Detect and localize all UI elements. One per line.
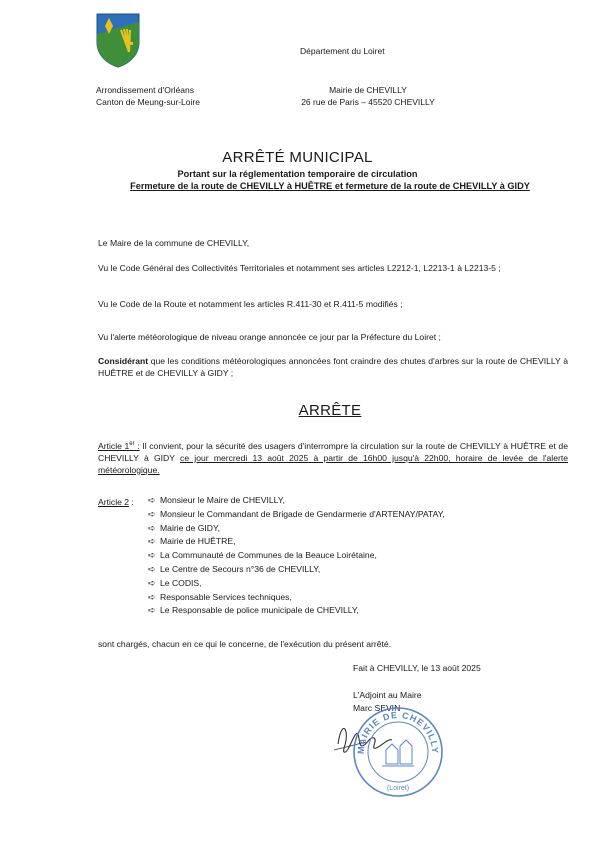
list-item: ➪ Le CODIS, (148, 577, 445, 591)
mairie-label: Mairie de CHEVILLY (329, 85, 407, 95)
arrow-right-icon: ➪ (148, 577, 156, 588)
arrow-right-icon: ➪ (148, 591, 156, 602)
official-stamp (352, 706, 444, 798)
canton-label: Canton de Meung-sur-Loire (96, 97, 200, 107)
article-1-text: Il convient, pour la sécurité des usagers d'interrompre la circulation sur la route de CHEVILLY à HUÊTRE et de CHEVILLY à GIDY (98, 440, 568, 463)
considerant-text: que les conditions météorologiques annoncées font craindre des chutes d'arbres sur la route de CHEVILLY à HUÊTRE et de CHEVILLY à GIDY ; (98, 356, 568, 378)
mairie-address: 26 rue de Paris – 45520 CHEVILLY (301, 97, 435, 107)
arrow-right-icon: ➪ (148, 522, 156, 533)
page-title: ARRÊTÉ MUNICIPAL (222, 149, 373, 166)
list-item: ➪ Responsable Services techniques, (148, 591, 445, 605)
preamble-vu-code-route: Vu le Code de la Route et notamment les articles R.411-30 et R.411-5 modifiés ; (98, 299, 403, 309)
list-item: ➪ Monsieur le Commandant de Brigade de Gendarmerie d'ARTENAY/PATAY, (148, 508, 445, 522)
arrow-right-icon: ➪ (148, 536, 156, 547)
considerant-label: Considérant (98, 356, 149, 366)
article-1 (98, 438, 568, 476)
article-1-label: Article 1er : (98, 440, 140, 451)
arrow-right-icon: ➪ (148, 605, 156, 616)
arrow-right-icon: ➪ (148, 563, 156, 574)
preamble-considerant (98, 355, 568, 379)
title-subtitle: Portant sur la réglementation temporaire de circulation (177, 169, 418, 179)
signatory-name: Marc SEVIN (353, 703, 401, 713)
title-object: Fermeture de la route de CHEVILLY à HUÊTRE et fermeture de la route de CHEVILLY à GIDY (130, 181, 530, 191)
coat-of-arms-logo (95, 12, 141, 68)
list-item: ➪ Mairie de GIDY, (148, 522, 445, 536)
departement-label: Département du Loiret (300, 46, 385, 56)
article-2-recipient-list (148, 494, 445, 618)
list-item: ➪ Le Responsable de police municipale de CHEVILLY, (148, 604, 445, 618)
preamble-vu-cgct: Vu le Code Général des Collectivités Territoriales et notamment ses articles L2212-1, L2213-1 à L2213-5 ; (98, 263, 501, 273)
closing-sentence: sont chargés, chacun en ce qui le concerne, de l'exécution du présent arrêté. (98, 639, 392, 649)
preamble-intro: Le Maire de la commune de CHEVILLY, (98, 238, 250, 248)
arrete-heading: ARRÊTE (298, 402, 362, 419)
stamp-text: MAIRIE DE CHEVILLY (355, 709, 441, 755)
signatory-role: L'Adjoint au Maire (353, 690, 422, 700)
arrondissement-label: Arrondissement d'Orléans (96, 85, 194, 95)
article-2-label: Article 2 : (98, 497, 134, 507)
article-1-schedule: ce jour mercredi 13 août 2025 à partir de 16h00 jusqu'à 22h00, horaire de levée de l'alerte météorologique. (98, 452, 569, 475)
stamp-sub-text: (Loiret) (386, 785, 410, 792)
arrow-right-icon: ➪ (148, 508, 156, 519)
arrow-right-icon: ➪ (148, 495, 156, 505)
arrow-right-icon: ➪ (148, 550, 156, 561)
list-item: ➪ Mairie de HUÊTRE, (148, 535, 445, 549)
list-item: ➪ Monsieur le Maire de CHEVILLY, (148, 494, 445, 508)
list-item: ➪ Le Centre de Secours n°36 de CHEVILLY, (148, 563, 445, 577)
list-item: ➪ La Communauté de Communes de la Beauce Loirétaine, (148, 549, 445, 563)
place-and-date: Fait à CHEVILLY, le 13 août 2025 (353, 663, 481, 673)
preamble-vu-alerte: Vu l'alerte météorologique de niveau orange annoncée ce jour par la Préfecture du Loiret ; (98, 332, 441, 342)
